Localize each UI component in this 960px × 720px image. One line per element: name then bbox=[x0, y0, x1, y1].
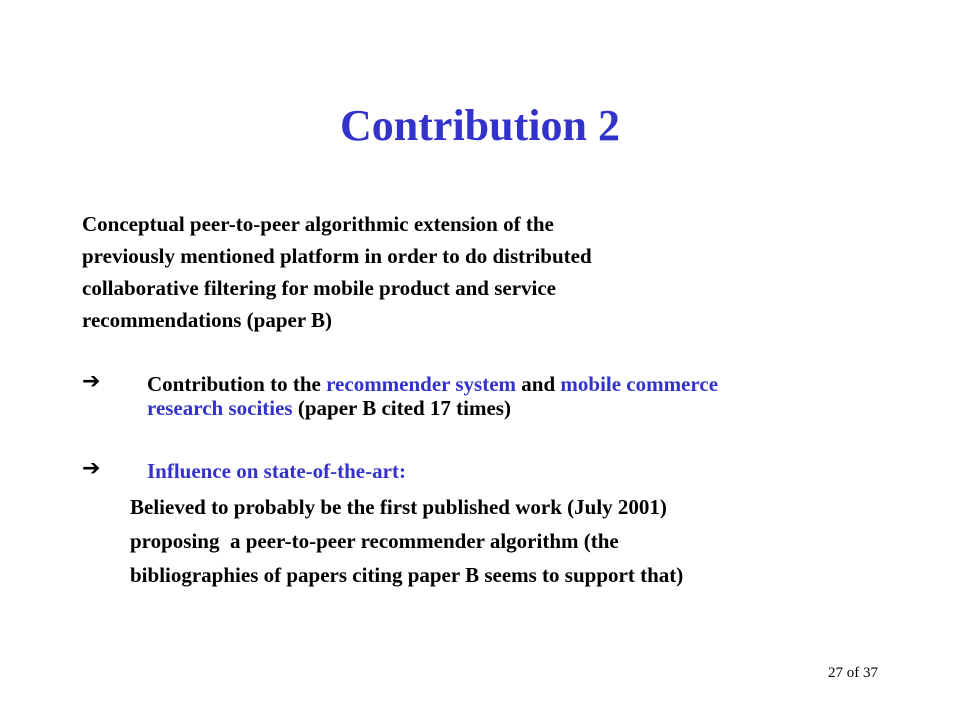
highlight-mobile-commerce: mobile commerce bbox=[560, 372, 719, 396]
bullet-contribution bbox=[147, 369, 907, 423]
influence-line: Believed to probably be the first published work (July 2001) bbox=[130, 495, 667, 519]
intro-line: previously mentioned platform in order to do distributed bbox=[82, 244, 592, 268]
influence-body bbox=[130, 490, 910, 592]
influence-line: proposing a peer-to-peer recommender algorithm (the bbox=[130, 529, 619, 553]
slide-title: Contribution 2 bbox=[340, 101, 620, 150]
arrow-bullet-icon: ➔ bbox=[82, 369, 101, 394]
bullet-text: and bbox=[516, 372, 561, 396]
highlight-research-socities: research socities bbox=[147, 396, 293, 420]
page-number: 27 of 37 bbox=[828, 665, 878, 681]
intro-line: Conceptual peer-to-peer algorithmic extension of the bbox=[82, 212, 554, 236]
influence-line: bibliographies of papers citing paper B seems to support that) bbox=[130, 563, 684, 587]
bullet-text: Contribution to the bbox=[147, 372, 327, 396]
intro-paragraph bbox=[82, 208, 902, 336]
intro-line: recommendations (paper B) bbox=[82, 308, 333, 332]
intro-line: collaborative filtering for mobile product and service bbox=[82, 276, 556, 300]
bullet-influence-heading: Influence on state-of-the-art: bbox=[147, 459, 406, 483]
arrow-bullet-icon: ➔ bbox=[82, 456, 101, 481]
highlight-recommender-system: recommender system bbox=[326, 372, 517, 396]
bullet-text: (paper B cited 17 times) bbox=[292, 396, 511, 420]
